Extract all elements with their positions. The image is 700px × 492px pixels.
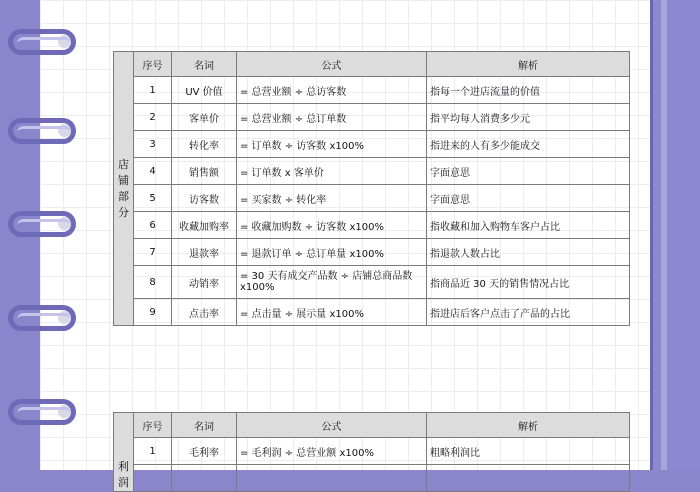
shop-metrics-table — [113, 51, 630, 326]
row-formula: = 退款订单 ÷ 总订单量 x100% — [237, 239, 427, 266]
binder-ring — [8, 305, 76, 331]
table-row — [114, 104, 630, 131]
header-analysis: 解析 — [427, 52, 630, 77]
row-no — [134, 465, 172, 492]
table-row — [114, 77, 630, 104]
row-formula: = 毛利润 ÷ 总营业额 x100% — [237, 438, 427, 465]
table-header-row — [114, 52, 630, 77]
header-formula: 公式 — [237, 52, 427, 77]
row-no: 4 — [134, 158, 172, 185]
row-no: 7 — [134, 239, 172, 266]
table-row — [114, 212, 630, 239]
row-no: 1 — [134, 77, 172, 104]
row-analysis: 粗略利润比 — [427, 438, 630, 465]
row-no: 5 — [134, 185, 172, 212]
row-term: 退款率 — [172, 239, 237, 266]
row-analysis: 指进店后客户点击了产品的占比 — [427, 299, 630, 326]
section-label: 店 铺 部 分 — [114, 52, 134, 326]
row-analysis: 指进来的人有多少能成交 — [427, 131, 630, 158]
binder-ring — [8, 399, 76, 425]
row-term: UV 价值 — [172, 77, 237, 104]
row-term: 访客数 — [172, 185, 237, 212]
row-term — [172, 465, 237, 492]
row-term: 销售额 — [172, 158, 237, 185]
row-analysis: 指退款人数占比 — [427, 239, 630, 266]
binder-ring — [8, 29, 76, 55]
row-term: 收藏加购率 — [172, 212, 237, 239]
header-term: 名词 — [172, 413, 237, 438]
row-analysis: 指收藏和加入购物车客户占比 — [427, 212, 630, 239]
row-term: 转化率 — [172, 131, 237, 158]
row-term: 客单价 — [172, 104, 237, 131]
table-row — [114, 299, 630, 326]
binder-ring — [8, 118, 76, 144]
row-formula: = 买家数 ÷ 转化率 — [237, 185, 427, 212]
row-formula: = 总营业额 ÷ 总订单数 — [237, 104, 427, 131]
table-row — [114, 438, 630, 465]
table-row — [114, 465, 630, 492]
row-no: 1 — [134, 438, 172, 465]
row-formula: = 订单数 x 客单价 — [237, 158, 427, 185]
row-no: 3 — [134, 131, 172, 158]
row-term: 动销率 — [172, 266, 237, 299]
row-analysis: 字面意思 — [427, 185, 630, 212]
row-formula: = 收藏加购数 ÷ 访客数 x100% — [237, 212, 427, 239]
row-formula: = 总营业额 ÷ 总访客数 — [237, 77, 427, 104]
row-no: 2 — [134, 104, 172, 131]
row-analysis: 字面意思 — [427, 158, 630, 185]
binder-ring — [8, 211, 76, 237]
row-analysis: 指平均每人消费多少元 — [427, 104, 630, 131]
header-analysis: 解析 — [427, 413, 630, 438]
header-no: 序号 — [134, 52, 172, 77]
row-term: 毛利率 — [172, 438, 237, 465]
row-formula — [237, 465, 427, 492]
notebook-cover-edge — [650, 0, 700, 470]
table-row — [114, 131, 630, 158]
table-row — [114, 266, 630, 299]
row-analysis: 指商品近 30 天的销售情况占比 — [427, 266, 630, 299]
row-formula: = 订单数 ÷ 访客数 x100% — [237, 131, 427, 158]
table-row — [114, 185, 630, 212]
row-formula: = 点击量 ÷ 展示量 x100% — [237, 299, 427, 326]
header-no: 序号 — [134, 413, 172, 438]
row-formula: = 30 天有成交产品数 ÷ 店铺总商品数 x100% — [237, 266, 427, 299]
table-row — [114, 239, 630, 266]
table-row — [114, 158, 630, 185]
section-label: 利 润 — [114, 413, 134, 492]
header-formula: 公式 — [237, 413, 427, 438]
profit-metrics-table — [113, 412, 630, 492]
row-term: 点击率 — [172, 299, 237, 326]
header-term: 名词 — [172, 52, 237, 77]
row-analysis: 指每一个进店流量的价值 — [427, 77, 630, 104]
row-no: 6 — [134, 212, 172, 239]
row-no: 9 — [134, 299, 172, 326]
table-header-row — [114, 413, 630, 438]
row-analysis — [427, 465, 630, 492]
row-no: 8 — [134, 266, 172, 299]
